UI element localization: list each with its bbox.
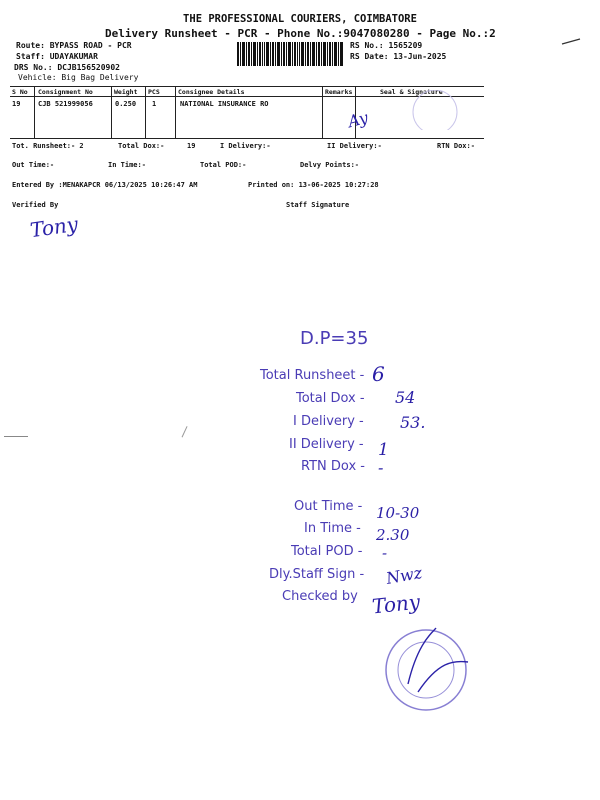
rtn-dox-stamp-label: RTN Dox - [301, 459, 365, 474]
col-remarks: Remarks [325, 88, 353, 96]
drs-number: DRS No.: DCJB156520902 [14, 63, 120, 72]
ii-delivery: II Delivery:- [327, 142, 382, 150]
col-seal: Seal & Signature [380, 88, 443, 96]
col-divider [145, 86, 146, 138]
rtn-dox-stamp-value: - [378, 458, 384, 477]
row-pcs: 1 [152, 100, 157, 108]
margin-mark [4, 436, 28, 437]
row-consignment: CJB 521999056 [38, 100, 93, 108]
staff-label: Staff: UDAYAKUMAR [16, 52, 98, 61]
dp-note: D.P=35 [300, 328, 369, 349]
company-title: THE PROFESSIONAL COURIERS, COIMBATORE [183, 13, 417, 25]
runsheet-title: Delivery Runsheet - PCR - Phone No.:9047080280 - Page No.:2 [105, 27, 496, 40]
col-divider [322, 86, 323, 138]
verified-by: Verified By [12, 201, 59, 209]
col-weight: Weight [114, 88, 138, 96]
in-time-stamp-label: In Time - [304, 521, 361, 536]
staff-sign-stamp-label: Dly.Staff Sign - [269, 567, 365, 582]
col-pcs: PCS [148, 88, 160, 96]
barcode [237, 42, 343, 66]
col-consignment: Consignment No [38, 88, 93, 96]
delvy-points: Delvy Points:- [300, 161, 360, 169]
total-dox-stamp-value: 54 [395, 388, 416, 407]
row-sno: 19 [12, 100, 21, 108]
verified-signature: Tony [28, 211, 80, 243]
ii-delivery-stamp-label: II Delivery - [289, 437, 364, 452]
staff-signature: Staff Signature [286, 201, 350, 209]
out-time-stamp-value: 10-30 [376, 504, 420, 522]
faint-stamp [400, 90, 470, 130]
total-dox-stamp-label: Total Dox - [296, 391, 365, 406]
out-time: Out Time:- [12, 161, 55, 169]
entered-by: Entered By :MENAKAPCR 06/13/2025 10:26:47 AM [12, 181, 198, 189]
total-pod-stamp-value: - [382, 544, 388, 562]
col-consignee: Consignee Details [178, 88, 245, 96]
total-pod: Total POD:- [200, 161, 247, 169]
vehicle-label: Vehicle: Big Bag Delivery [18, 73, 139, 82]
total-dox-value: 19 [187, 142, 196, 150]
i-delivery-stamp-label: I Delivery - [293, 414, 364, 429]
ii-delivery-stamp-value: 1 [378, 440, 389, 460]
table-bottom-rule [10, 138, 484, 139]
office-seal-icon [378, 622, 474, 718]
i-delivery-stamp-value: 53. [400, 413, 426, 432]
col-sno: S No [12, 88, 28, 96]
table-top-rule [10, 86, 484, 87]
out-time-stamp-label: Out Time - [294, 499, 363, 514]
checked-by-signature: Tony [370, 589, 422, 619]
in-time-stamp-value: 2.30 [376, 526, 410, 544]
checked-by-stamp-label: Checked by [282, 589, 358, 604]
total-dox-label: Total Dox:- [118, 142, 165, 150]
margin-mark [182, 426, 189, 438]
total-pod-stamp-label: Total POD - [291, 544, 363, 559]
i-delivery: I Delivery:- [220, 142, 271, 150]
in-time: In Time:- [108, 161, 146, 169]
rs-date: RS Date: 13-Jun-2025 [350, 52, 447, 61]
total-runsheet-label: Total Runsheet - [260, 368, 365, 383]
total-runsheet-value: 6 [372, 362, 385, 386]
route-label: Route: BYPASS ROAD - PCR [16, 41, 132, 50]
staff-sign-signature: Nwz [384, 563, 424, 588]
col-divider [175, 86, 176, 138]
remarks-signature: Ay [345, 107, 371, 132]
row-weight: 0.250 [115, 100, 137, 108]
pen-mark [560, 36, 582, 46]
rtn-dox: RTN Dox:- [437, 142, 475, 150]
tot-runsheet: Tot. Runsheet:- 2 [12, 142, 84, 150]
row-consignee: NATIONAL INSURANCE RO [180, 100, 269, 108]
col-divider [111, 86, 112, 138]
col-divider [34, 86, 35, 138]
printed-on: Printed on: 13-06-2025 10:27:28 [248, 181, 379, 189]
rs-number: RS No.: 1565209 [350, 41, 423, 50]
